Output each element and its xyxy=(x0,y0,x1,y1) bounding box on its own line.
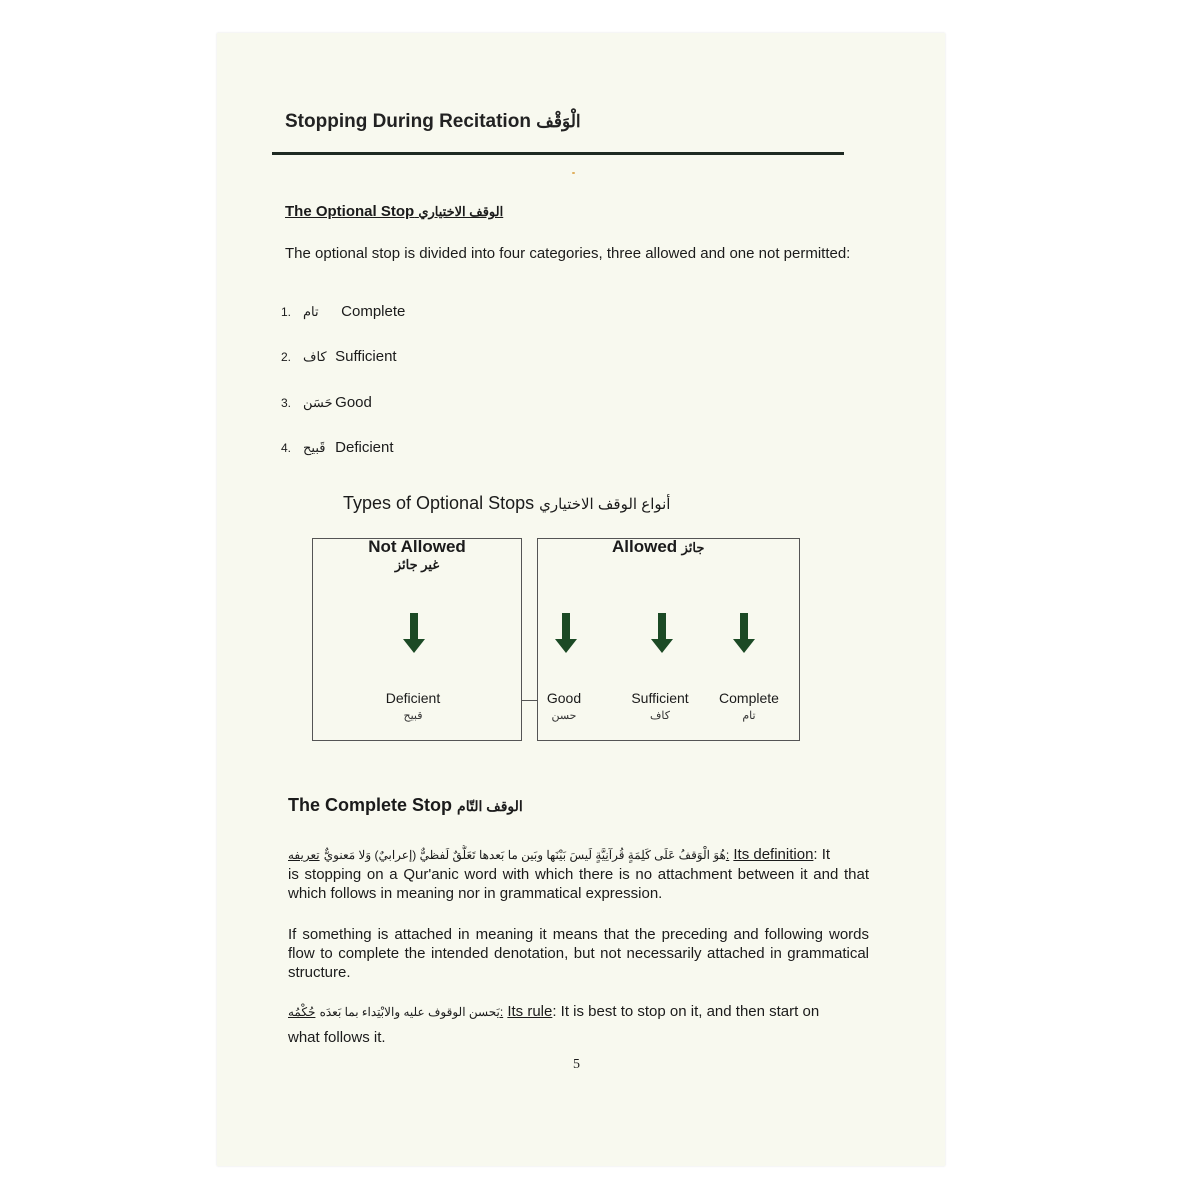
leaf-label-arabic: تام xyxy=(742,710,756,722)
definition-first-line xyxy=(288,845,869,865)
allowed-label-group xyxy=(612,537,704,557)
leaf-label: Deficient xyxy=(385,690,441,706)
attachment-paragraph: If something is attached in meaning it means that the preceding and following words flow to complete the intended denotation, but not necessarily attached in grammatical structure. xyxy=(288,926,869,981)
page-title xyxy=(285,111,581,133)
leaf-label: Complete xyxy=(719,690,779,706)
list-english: Deficient xyxy=(335,439,394,456)
not-allowed-label-arabic: غير جائز xyxy=(394,557,440,572)
rule-first-line xyxy=(288,1002,869,1022)
allowed-label: Allowed xyxy=(612,537,678,556)
definition-label: Its definition xyxy=(733,846,814,863)
definition-arabic: هُوَ الْوَقفُ عَلَى كَلِمَةٍ قُرآنِيَّةٍ لَيسَ بَيْنَها وبَين ما بَعدها تَعَلُّقٌ لَفظيٌّ (إعرابيٌ) وَلا مَعنويٌّ xyxy=(323,848,726,862)
title-arabic: الْوَقْف xyxy=(536,112,581,131)
arrow-down-icon xyxy=(733,613,755,653)
leaf-label: Sufficient xyxy=(631,690,689,706)
leaf-label-arabic: كاف xyxy=(650,710,670,722)
rule-arabic: يَحسن الوقوف عليه والابْتِداء بما بَعدَه xyxy=(319,1005,500,1019)
list-arabic: تام xyxy=(303,304,319,319)
list-arabic: كاف xyxy=(303,349,327,364)
rule-arabic-label: حُكْمُه: xyxy=(288,1005,504,1019)
definition-paragraph xyxy=(288,845,869,903)
complete-heading-english: The Complete Stop xyxy=(288,795,453,815)
page-number: 5 xyxy=(573,1057,580,1072)
leaf-label: Good xyxy=(546,690,582,706)
optional-heading-english: The Optional Stop xyxy=(285,203,415,220)
list-item xyxy=(281,303,405,320)
leaf-label-arabic: قبيح xyxy=(403,710,423,722)
definition-arabic-label: تعريفه: xyxy=(288,848,730,862)
diagram-title-arabic: أنواع الوقف الاختياري xyxy=(539,496,671,513)
title-english: Stopping During Recitation xyxy=(285,111,531,132)
list-english: Good xyxy=(335,394,372,411)
allowed-label-arabic: جائز xyxy=(681,540,705,555)
not-allowed-label: Not Allowed xyxy=(368,537,466,556)
definition-text-start: : It xyxy=(813,846,831,863)
list-item xyxy=(281,348,397,365)
leaf-label-arabic: حسن xyxy=(551,710,577,722)
rule-text-start: : It is best to stop on it, and then start on xyxy=(552,1003,820,1020)
definition-text: is stopping on a Qur'anic word with which there is no attachment between it and that which follows in meaning nor in grammatical expression. xyxy=(288,866,869,902)
diagram-title-english: Types of Optional Stops xyxy=(343,493,535,513)
optional-heading-arabic: الوقف الاختياري xyxy=(418,204,504,219)
arrow-down-icon xyxy=(651,613,673,653)
list-number: 4. xyxy=(281,441,292,455)
list-english: Complete xyxy=(341,303,406,320)
rule-label: Its rule xyxy=(507,1003,553,1020)
list-english: Sufficient xyxy=(335,348,397,365)
list-number: 2. xyxy=(281,350,292,364)
book-page xyxy=(217,33,945,1166)
complete-stop-heading xyxy=(288,795,523,816)
list-item xyxy=(281,439,394,456)
optional-intro: The optional stop is divided into four categories, three allowed and one not permitted: xyxy=(285,245,851,262)
list-number: 1. xyxy=(281,305,292,319)
arrow-down-icon xyxy=(555,613,577,653)
arrow-down-icon xyxy=(403,613,425,653)
title-rule xyxy=(272,152,844,155)
diagram-title xyxy=(343,493,670,514)
list-item xyxy=(281,394,372,411)
optional-stop-heading xyxy=(285,203,503,220)
rule-text: what follows it. xyxy=(288,1029,386,1046)
list-number: 3. xyxy=(281,396,292,410)
rule-paragraph xyxy=(288,1002,869,1047)
ink-speck xyxy=(572,172,575,174)
complete-heading-arabic: الوقف التّام xyxy=(457,798,523,814)
list-arabic: قَبيح xyxy=(303,440,326,455)
list-arabic: حَسَن xyxy=(303,395,333,410)
